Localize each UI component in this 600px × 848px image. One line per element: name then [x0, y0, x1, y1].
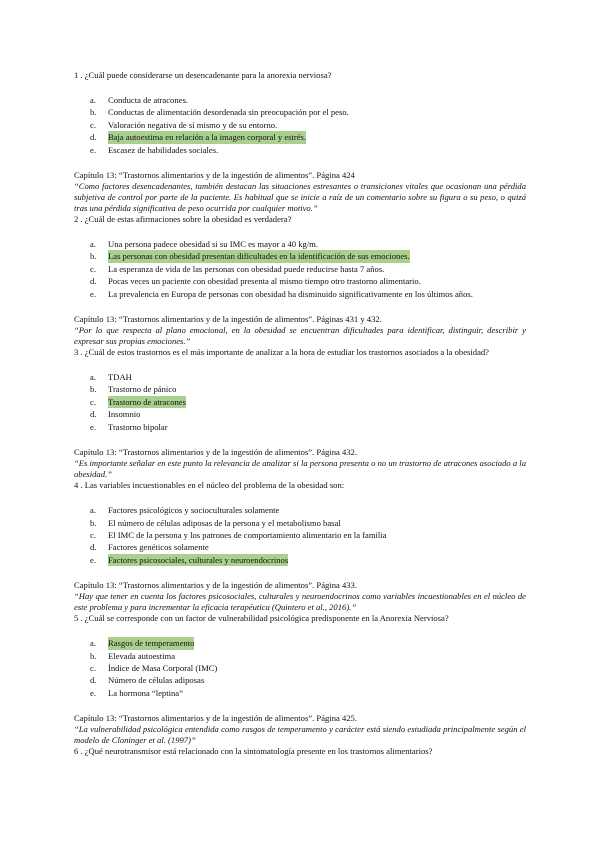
option-letter: b. [90, 650, 97, 661]
option-5e[interactable] [74, 687, 526, 699]
option-letter: a. [90, 239, 96, 250]
option-2c[interactable] [74, 263, 526, 275]
option-4d[interactable] [74, 541, 526, 553]
option-letter: e. [90, 421, 96, 432]
option-4c[interactable] [74, 529, 526, 541]
option-text: La esperanza de vida de las personas con obesidad puede reducirse hasta 7 años. [108, 263, 385, 274]
option-3e[interactable] [74, 421, 526, 433]
option-5c[interactable] [74, 662, 526, 674]
option-text: Insomnio [108, 409, 141, 420]
quote-1: “Como factores desencadenantes, también destacan las situaciones estresantes o transiciones vitales que ocasionan una pérdida subjetiva de control por parte de la paciente. Es habitual que se inicie a raíz de un comentario sobre su figura o su peso, o quizá tras una pérdida significativa de peso ocurrida por cualquier motivo.” [74, 181, 526, 214]
option-1c[interactable] [74, 119, 526, 131]
option-text: TDAH [108, 372, 132, 383]
options-1 [74, 94, 526, 156]
option-text-highlighted: Rasgos de temperamento [108, 638, 195, 649]
option-letter: a. [90, 95, 96, 105]
option-letter: b. [90, 107, 97, 118]
quote-5: “La vulnerabilidad psicológica entendida como rasgos de temperamento y carácter está siendo estudiada principalmente según el modelo de Cloninger et al. (1997)” [74, 724, 526, 746]
option-letter: b. [90, 251, 97, 262]
reference-3: Capítulo 13: “Trastornos alimentarios y de la ingestión de alimentos”. Página 432. [74, 447, 357, 458]
option-3d[interactable] [74, 408, 526, 420]
option-text: Índice de Masa Corporal (IMC) [108, 662, 218, 673]
option-text: Valoración negativa de sí mismo y de su entorno. [108, 119, 278, 130]
option-text: Factores psicológicos y socioculturales solamente [108, 505, 280, 516]
option-letter: d. [90, 675, 97, 686]
option-3c-correct[interactable] [74, 396, 526, 408]
question-2: 2 . ¿Cuál de estas afirmaciones sobre la obesidad es verdadera? [74, 214, 292, 225]
option-text: Trastorno bipolar [108, 421, 168, 432]
option-text-highlighted: Factores psicosociales, culturales y neuroendocrinos [108, 554, 289, 565]
option-letter: d. [90, 542, 97, 553]
option-text: Pocas veces un paciente con obesidad presenta al mismo tiempo otro trastorno alimentario. [108, 276, 421, 287]
option-letter: c. [90, 662, 96, 673]
quote-2: “Por lo que respecta al plano emocional, en la obesidad se encuentran dificultades para identificar, distinguir, describir y expresar sus propias emociones.” [74, 325, 526, 347]
option-letter: e. [90, 288, 96, 299]
option-text-highlighted: Trastorno de atracones [108, 396, 186, 407]
option-letter: a. [90, 505, 96, 516]
reference-5: Capítulo 13: “Trastornos alimentarios y de la ingestión de alimentos”. Página 425. [74, 713, 357, 724]
reference-4: Capítulo 13: “Trastornos alimentarios y de la ingestión de alimentos”. Página 433. [74, 580, 357, 591]
option-text: Número de células adiposas [108, 675, 205, 686]
option-text: Escasez de habilidades sociales. [108, 144, 219, 155]
option-text: La prevalencia en Europa de personas con obesidad ha disminuido significativamente en los últimos años. [108, 288, 473, 299]
option-text: Una persona padece obesidad si su IMC es mayor a 40 kg/m. [108, 239, 319, 250]
options-3 [74, 371, 526, 433]
question-3: 3 . ¿Cuál de estos trastornos es el más importante de analizar a la hora de estudiar los trastornos asociados a la obesidad? [74, 347, 489, 358]
option-text: Elevada autoestima [108, 650, 176, 661]
option-letter: e. [90, 144, 96, 155]
option-letter: c. [90, 396, 96, 407]
question-1: 1 . ¿Cuál puede considerarse un desencadenante para la anorexia nerviosa? [74, 70, 332, 80]
option-2d[interactable] [74, 275, 526, 287]
option-text: Conductas de alimentación desordenada sin preocupación por el peso. [108, 107, 349, 118]
quote-4: “Hay que tener en cuenta los factores psicosociales, culturales y neuroendocrinos como variables incuestionables en el núcleo de este problema y para incrementar la eficacia terapéutica (Quintero et al., 2016).” [74, 591, 526, 613]
option-letter: b. [90, 517, 97, 528]
option-1d-correct[interactable] [74, 131, 526, 143]
question-6: 6 . ¿Qué neurotransmisor está relacionado con la sintomatología presente en los trastornos alimentarios? [74, 746, 433, 757]
option-text-highlighted: Las personas con obesidad presentan dificultades en la identificación de sus emociones. [108, 251, 410, 262]
option-1b[interactable] [74, 106, 526, 118]
reference-1: Capítulo 13: “Trastornos alimentarios y de la ingestión de alimentos”. Página 424 [74, 170, 355, 181]
option-2e[interactable] [74, 288, 526, 300]
option-1a[interactable] [74, 94, 526, 106]
option-4b[interactable] [74, 517, 526, 529]
options-2 [74, 238, 526, 300]
option-text: Factores genéticos solamente [108, 542, 209, 553]
option-4e-correct[interactable] [74, 554, 526, 566]
option-1e[interactable] [74, 144, 526, 156]
option-3a[interactable] [74, 371, 526, 383]
quote-3: “Es importante señalar en este punto la relevancia de analizar si la persona presenta o no un trastorno de atracones asociado a la obesidad.” [74, 458, 526, 480]
option-4a[interactable] [74, 504, 526, 516]
option-letter: c. [90, 263, 96, 274]
option-text: El IMC de la persona y los patrones de comportamiento alimentario en la familia [108, 529, 387, 540]
option-letter: d. [90, 132, 97, 143]
option-text-highlighted: Baja autoestima en relación a la imagen corporal y estrés. [108, 132, 307, 143]
option-5a-correct[interactable] [74, 637, 526, 649]
option-text: Trastorno de pánico [108, 384, 177, 395]
option-letter: b. [90, 384, 97, 395]
question-5: 5 . ¿Cuál se corresponde con un factor de vulnerabilidad psicológica predisponente en la Anorexia Nerviosa? [74, 613, 449, 624]
option-2b-correct[interactable] [74, 250, 526, 262]
option-letter: a. [90, 372, 96, 383]
option-text: Conducta de atracones. [108, 95, 188, 105]
option-3b[interactable] [74, 383, 526, 395]
option-letter: a. [90, 638, 96, 649]
option-letter: d. [90, 409, 97, 420]
document-page [74, 70, 526, 757]
option-2a[interactable] [74, 238, 526, 250]
question-4: 4 . Las variables incuestionables en el núcleo del problema de la obesidad son: [74, 480, 345, 491]
option-letter: e. [90, 687, 96, 698]
option-5b[interactable] [74, 650, 526, 662]
option-letter: c. [90, 529, 96, 540]
option-letter: c. [90, 119, 96, 130]
option-text: La hormona “leptina” [108, 687, 183, 698]
option-letter: e. [90, 554, 96, 565]
reference-2: Capítulo 13: “Trastornos alimentarios y de la ingestión de alimentos”. Páginas 431 y 432. [74, 314, 382, 325]
options-4 [74, 504, 526, 566]
option-letter: d. [90, 276, 97, 287]
options-5 [74, 637, 526, 699]
option-text: El número de células adiposas de la persona y el metabolismo basal [108, 517, 341, 528]
option-5d[interactable] [74, 674, 526, 686]
